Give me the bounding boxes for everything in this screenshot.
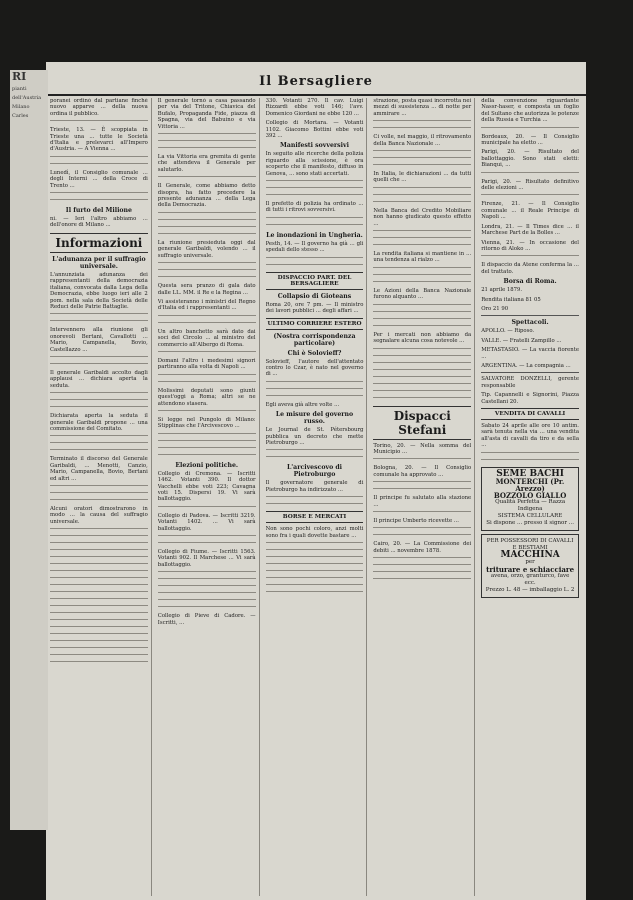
- paragraph: Le Azioni della Banca Nazionale furono alquanto ...: [373, 287, 472, 301]
- paragraph: Collegio di Cremona. — Iscritti 1462. Votanti 390. Il dottor Vacchelli ebbe voti 223; Cavagna voti 15. Dispersi 19. Vi sarà ballottaggio.: [157, 470, 256, 503]
- paragraph: Solovieff, l'autore dell'attentato contro lo Czar, è nato nel governo di ...: [265, 358, 364, 378]
- paragraph: Ci volle, nel maggio, il ritrovamento della Banca Nazionale ...: [373, 134, 472, 147]
- paragraph: Alcuni oratori dimostrarono in modo ... la causa del suffragio universale.: [50, 506, 148, 525]
- strip-fragment: pianti: [12, 86, 27, 92]
- paragraph: Per i mercati non abbiamo da segnalare alcuna cosa notevole ...: [373, 331, 472, 345]
- paragraph: Non sono pochi coloro, anzi molti sono fra i quali dovette bastare ...: [265, 526, 364, 539]
- ad-text: avena, orzo, granturco, fave ecc.: [490, 572, 570, 586]
- headline: Collapsio di Gioteans: [277, 292, 352, 300]
- headline: Borsa di Roma.: [503, 278, 557, 286]
- paragraph: Parigi, 20. — Risultato definitivo delle elezioni ...: [481, 178, 579, 192]
- paragraph: Vi assisteranno i ministri del Regno d'Italia ed i rappresentanti ...: [157, 298, 256, 312]
- headline: L'adunanza per il suffragio universale.: [52, 255, 146, 270]
- paragraph: Il Generale, come abbiamo detto disopra, ha fatto precedere la presente adunanza ... della Lega della Democrazia.: [157, 183, 256, 209]
- paragraph: Collegio di Padova. — Iscritti 3219. Votanti 1402. ... Vi sarà ballottaggio.: [157, 512, 256, 532]
- paragraph: Terminato il discorso del Generale Garibaldi, ... Menotti, Canzio, Mario, Campanella, Bovio, Bertani ed altri ...: [50, 456, 148, 482]
- ad-line: BOZZOLO GIALLO: [493, 490, 567, 500]
- paragraph: Trieste, 13. — È scoppiata in Trieste una ... tutte le Società d'Italia e prelevarci all'Impero d'Austria. — A Vienna ...: [50, 127, 148, 153]
- paragraph: Parigi, 20. — Risultato del ballottaggio. Sono stati eletti: Bianqui, ...: [481, 149, 579, 169]
- paragraph: Domani l'altro i medesimi signori partiranno alla volta di Napoli ...: [157, 357, 256, 371]
- subheadline: (Nostra corrispondenza particolare): [273, 332, 356, 347]
- advertisement-seme-bachi: [481, 467, 579, 531]
- section-heading: Dispacci Stefani: [373, 406, 471, 440]
- ad-title: MACCHINA: [500, 549, 560, 560]
- ad-line: MONTERCHI (Pr. Arezzo): [495, 476, 565, 493]
- headline: Chi è Solovieff?: [287, 349, 342, 357]
- paragraph: Il dispaccio da Atene conferma la ... del trattato.: [481, 262, 579, 275]
- article-columns: [50, 98, 582, 896]
- paragraph: Bologna, 20. — Il Consiglio comunale ha approvato ...: [373, 465, 472, 478]
- paragraph: Londra, 21. — Il Times dice ... il Marchese Part de la Bolles ...: [481, 223, 579, 237]
- paragraph: Molissimi deputati sono giunti quest'oggi a Roma; altri se ne attendono stasera.: [157, 387, 256, 407]
- column-4: [373, 98, 475, 896]
- paragraph: Pesth, 14. — Il governo ha già ... gli spedali dello stesso ...: [265, 240, 364, 254]
- column-2: [158, 98, 260, 896]
- strip-fragment: dell'Austria: [12, 95, 42, 101]
- masthead: [46, 72, 586, 96]
- paragraph: Il prefetto di polizia ha ordinato ... di tutti i ritrovi sovversivi.: [265, 201, 364, 214]
- column-3: [266, 98, 368, 896]
- paragraph: Firenze, 21. — Il Consiglio comunale ... il Reale Principe di Napoli ...: [481, 201, 579, 221]
- paragraph: Si legge nel Pungolo di Milano: Stipplinas che l'Arcivescovo ...: [157, 416, 256, 430]
- paragraph: Questa sera pranzo di gala dato dalle LL. MM. il Re e la Regina ...: [157, 283, 256, 296]
- paragraph: Le Journal de St. Pétersbourg pubblica un decreto che mette Pietroburgo ...: [265, 427, 364, 446]
- paragraph: La via Vittoria era gremita di gente che attendeva il Generale per salutarlo.: [157, 154, 256, 173]
- paragraph: Lunedì, il Consiglio comunale ... degli Interni ... della Croce di Trento ...: [50, 169, 148, 189]
- previous-page-strip: [10, 70, 48, 830]
- paragraph: Collegio di Fiume. — Iscritti 1563. Votanti 902. Il Marchese ... Vi sarà ballottaggio.: [157, 549, 256, 568]
- paragraph: La rendita italiana si mantiene in ... una tendenza al rialzo ...: [373, 251, 472, 264]
- paragraph: Il generale Garibaldi accolto dagli applausi ... dichiara aperta la seduta.: [50, 369, 148, 389]
- headline: Elezioni politiche.: [175, 461, 239, 469]
- paragraph: Cairo, 20. — La Commissione dei debiti ... novembre 1878.: [373, 541, 472, 554]
- paragraph: Collegio di Pieve di Cadore. — Iscritti, ...: [157, 613, 256, 626]
- paragraph: Torino, 20. — Nella somma del Municipio ...: [373, 442, 472, 455]
- paragraph: METASTASIO. — La vaccia fiorente ...: [481, 347, 579, 360]
- ad-line: per: [525, 558, 535, 565]
- masthead-title: Il Bersagliere: [259, 74, 373, 89]
- borsa-oro: Oro 21 90: [481, 305, 509, 312]
- paragraph: Il governatore generale di Pietroburgo ha indirizzato ...: [265, 480, 364, 493]
- paragraph: VALLE. — Fratelli Zampillo ...: [481, 337, 562, 344]
- newspaper-page: [46, 62, 586, 900]
- paragraph: APOLLO. — Riposo.: [481, 328, 535, 335]
- gerente-line: SALVATORE DONZELLI, gerente responsabile: [481, 376, 579, 389]
- paragraph: della convenzione riguardante Nassr-haser, e composta un foglio del Sultano che autorizza le potenze della Russia e Turchia ...: [481, 98, 579, 124]
- paragraph: strazione, posta quasi incorrotta nei mezzi di sussistenza ... di notte per ammirare ...: [373, 98, 472, 117]
- ad-line: triturare e schiacciare: [486, 564, 575, 574]
- section-heading: DISPACCIO PART. DEL BERSAGLIERE: [266, 272, 364, 290]
- section-heading: BORSE E MERCATI: [266, 511, 364, 523]
- paragraph: ni. — Ieri l'altro abbiamo ... dell'onore di Milano ...: [50, 216, 148, 229]
- paragraph: Nella Banca del Credito Mobiliare non hanno giudicato questo effetto ...: [373, 207, 472, 227]
- paragraph: Intervennero alla riunione gli onorevoli Bertani, Cavallotti ... Mario, Campanella, Bovio, Castellazzo ...: [50, 327, 148, 353]
- ad-price: Prezzo L. 48 — imballaggio L. 2: [485, 586, 575, 593]
- paragraph: Egli aveva già altre volte ...: [265, 401, 340, 408]
- strip-letters: RI: [12, 70, 27, 83]
- headline: Le inondazioni in Ungheria.: [266, 231, 363, 239]
- ad-line: SISTEMA CELLULARE: [497, 512, 563, 519]
- ad-text: Si dispone ... presso il signor ...: [486, 519, 574, 526]
- section-heading: Informazioni: [50, 233, 148, 253]
- headline: Manifesti sovversivi: [280, 142, 349, 150]
- paragraph: In seguito alle ricerche della polizia riguardo alla scissione, è ora scoperto che il manifesto, diffuso in Genova, ... sono stati accertati.: [265, 151, 364, 177]
- headline: Il furto del Milione: [65, 207, 132, 215]
- paragraph: Bordeaux, 20. — Il Consiglio municipale ha eletto ...: [481, 133, 579, 147]
- column-5: [481, 98, 582, 896]
- strip-fragment: Milano: [12, 104, 30, 110]
- paragraph: ARGENTINA. — La compagnia ...: [481, 362, 571, 369]
- printer-line: Tip. Capannelli e Signorini, Piazza Castellani 20.: [481, 392, 579, 405]
- paragraph: La riunione presieduta oggi dal generale Garibaldi, volendo ... il suffragio universale.: [157, 239, 256, 259]
- paragraph: Roma 20, ore 7 pm. — Il ministro dei lavori pubblici ... degli affari ...: [265, 301, 364, 315]
- borsa-date: 21 aprile 1879.: [481, 287, 523, 294]
- ad-title: SEME BACHI: [496, 468, 564, 479]
- headline: Le misure del governo russo.: [275, 411, 354, 426]
- ad-line: PER POSSESSORI DI CAVALLI E BESTIAMI: [486, 537, 574, 551]
- column-1: [50, 98, 152, 896]
- paragraph: In Italia, le dichiarazioni ... da tutti quelli che ...: [373, 171, 472, 184]
- paragraph: Il generale tornò a casa passando per via del Tritone, Chiavica del Bufalo, Propaganda Fide, piazza di Spagna, via del Babuino e via Vittoria ...: [157, 98, 256, 130]
- ad-line: Qualità Perfetta — Razza Indigena: [495, 498, 566, 512]
- paragraph: Dichiarata aperta la seduta il generale Garibaldi propone ... una commissione del Comitato.: [50, 413, 148, 432]
- paragraph: poranei ordinò dal partiane finchè nuovo apparve ... della nuova ordina il pubblico.: [50, 98, 148, 117]
- paragraph: Un altro banchetto sarà dato dai soci del Circolo ... al ministro del commercio all'Albergo di Roma.: [157, 328, 256, 348]
- paragraph: 330. Votanti 270. Il cav. Luigi Rizzardi ebbe voti 146; l'avv. Domenico Giordani ne ebbe 120 ...: [265, 98, 364, 117]
- paragraph: Il principe Umberto ricevette ...: [373, 517, 459, 524]
- headline: Spettacoli.: [511, 319, 549, 327]
- section-heading: ULTIMO CORRIERE ESTERO: [266, 318, 364, 330]
- strip-fragment: Carles: [12, 113, 29, 119]
- paragraph: Vienna, 21. — In occasione del ritorno di Aloko ...: [481, 239, 579, 252]
- paragraph: Collegio di Mortara. — Votanti 1102. Giacomo Bottini ebbe voti 392 ...: [265, 120, 364, 140]
- paragraph: Sabato 24 aprile alle ore 10 antim. sarà tenuta nella via ... una vendita all'asta di cavalli da tiro e da sella ...: [481, 423, 579, 449]
- borsa-rendita: Rendita italiana 81 05: [481, 296, 541, 303]
- section-heading: VENDITA DI CAVALLI: [481, 408, 579, 420]
- paragraph: Il principe fu salutato alla stazione ...: [373, 495, 472, 508]
- paragraph: L'annunziata adunanza dei rappresentanti della democrazia italiana, convocata dalla Lega della Democrazia, ebbe luogo ieri alle 2 pom. nella sala della Società delle Reduci delle Patrie Battaglie.: [50, 271, 148, 310]
- headline: L'arcivescovo di Pietroburgo: [286, 464, 343, 479]
- advertisement-macchina: [481, 534, 579, 598]
